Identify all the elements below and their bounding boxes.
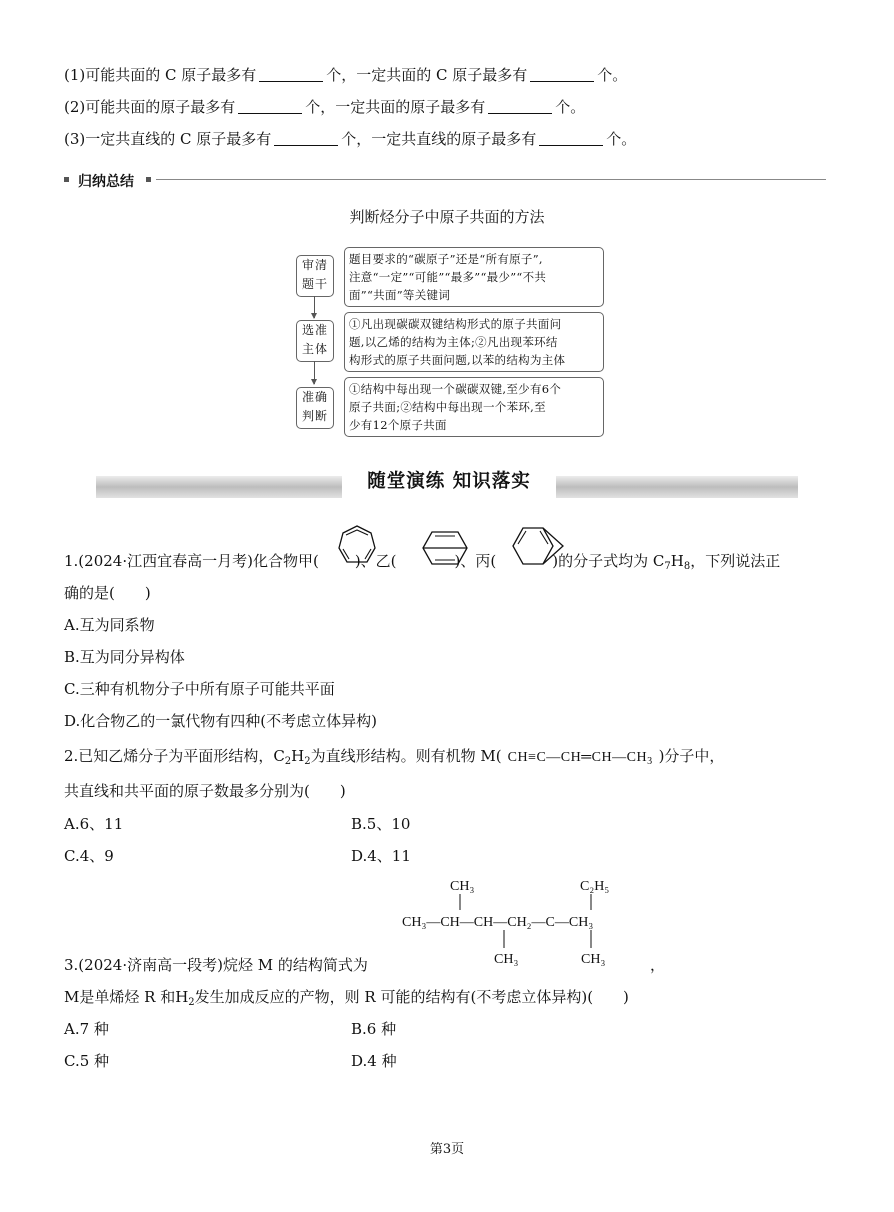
- option-c[interactable]: C.三种有机物分子中所有原子可能共平面: [64, 680, 335, 698]
- summary-header: [64, 172, 826, 188]
- question-text: 个，一定共面的原子最多有: [305, 98, 486, 116]
- step-key-box: [296, 320, 334, 362]
- option-a[interactable]: A.7 种: [64, 1020, 109, 1038]
- molecule-formula: [508, 750, 653, 765]
- divider: [156, 179, 826, 180]
- question-text: 发生加成反应的产物，则 R 可能的结构有(不考虑立体异构)( ): [194, 988, 629, 1006]
- question-text: H: [291, 747, 305, 765]
- option-a[interactable]: A.互为同系物: [64, 616, 155, 634]
- question-text: )分子中，: [658, 747, 725, 765]
- cycloheptatriene-structure-icon: [337, 524, 377, 570]
- fill-question-2: [64, 96, 585, 117]
- question-text: )的分子式均为 C: [552, 552, 665, 570]
- down-arrow-icon: [314, 296, 315, 318]
- step-description: [345, 248, 603, 306]
- substituent-label: CH₃: [450, 879, 475, 894]
- option-d[interactable]: D.化合物乙的一氯代物有四种(不考虑立体异构): [64, 712, 377, 730]
- description-line: 少有12个原子共面: [349, 418, 447, 432]
- question-text: 个。: [555, 98, 586, 116]
- page-number: 第3页: [429, 1142, 465, 1157]
- subscript: 2: [284, 756, 292, 767]
- substituent-label: CH₃: [581, 952, 606, 967]
- description-line: 构形式的原子共面问题,以苯的结构为主体: [349, 353, 566, 367]
- subscript: 8: [683, 561, 691, 572]
- subscript: 2: [304, 756, 311, 767]
- bullet-square-icon: [146, 177, 151, 182]
- substituent-label: C₂H₅: [580, 879, 610, 894]
- alkane-structure-diagram: [400, 874, 650, 970]
- formula-text: CH≡C—CH═CH—CH: [507, 750, 648, 765]
- question-text: )、乙(: [354, 552, 397, 570]
- answer-blank[interactable]: [259, 67, 323, 82]
- summary-label: 归纳总结: [78, 174, 134, 190]
- question-text: 为直线形结构。则有机物 M(: [310, 747, 502, 765]
- option-b[interactable]: B.互为同分异构体: [64, 648, 185, 666]
- question-text: M是单烯烃 R 和H: [64, 988, 189, 1006]
- description-line: 面”“共面”等关键词: [349, 288, 451, 302]
- question-text: (1)可能共面的 C 原子最多有: [64, 66, 257, 84]
- question-text: ，: [650, 956, 666, 974]
- question-text: 个。: [597, 66, 628, 84]
- diagram-title: 判断烃分子中原子共面的方法: [349, 208, 545, 226]
- description-line: 题,以乙烯的结构为主体;②凡出现苯环结: [349, 335, 558, 349]
- step-key-line: 主体: [301, 342, 328, 356]
- bicyclic-structure-icon: [509, 522, 565, 570]
- answer-blank[interactable]: [488, 99, 552, 114]
- question-1-stem-line2: 确的是( ): [64, 584, 151, 602]
- question-text: 个，一定共面的 C 原子最多有: [326, 66, 528, 84]
- step-key-line: 审清: [301, 258, 328, 272]
- step-description-box: [344, 377, 604, 437]
- step-description: [345, 313, 603, 371]
- question-2-stem: [64, 745, 724, 767]
- question-text: 个，一定共直线的原子最多有: [341, 130, 537, 148]
- bullet-square-icon: [64, 177, 69, 182]
- step-key-box: [296, 255, 334, 297]
- step-key-line: 准确: [301, 390, 328, 404]
- down-arrow-icon: [314, 361, 315, 384]
- question-text: ，下列说法正: [690, 552, 781, 570]
- substituent-label: CH₃: [494, 952, 519, 967]
- step-description-box: [344, 312, 604, 372]
- fill-question-3: [64, 128, 636, 149]
- question-text: 2.已知乙烯分子为平面形结构，C: [64, 747, 285, 765]
- option-b[interactable]: B.6 种: [351, 1020, 397, 1038]
- subscript: 3: [647, 756, 653, 767]
- answer-blank[interactable]: [238, 99, 302, 114]
- step-description: [345, 378, 603, 436]
- question-3-stem-line2: [64, 986, 629, 1008]
- option-b[interactable]: B.5、10: [351, 815, 411, 833]
- step-key-box: [296, 387, 334, 429]
- description-line: 题目要求的“碳原子”还是“所有原子”,: [349, 252, 543, 266]
- section-banner: [96, 472, 798, 502]
- banner-title: 随堂演练 知识落实: [367, 471, 531, 492]
- main-chain-label: CH₃—CH—CH—CH₂—C—CH₃: [402, 915, 594, 930]
- subscript: 7: [664, 561, 671, 572]
- option-d[interactable]: D.4、11: [351, 847, 411, 865]
- step-key-line: 题干: [301, 277, 328, 291]
- description-line: 注意“一定”“可能”“最多”“最少”“不共: [349, 270, 547, 284]
- description-line: ①结构中每出现一个碳碳双键,至少有6个: [349, 382, 562, 396]
- question-text: (3)一定共直线的 C 原子最多有: [64, 130, 272, 148]
- answer-blank[interactable]: [539, 131, 603, 146]
- step-key-line: 选准: [301, 323, 328, 337]
- subscript: 2: [188, 997, 195, 1008]
- step-key-line: 判断: [301, 409, 328, 423]
- fill-question-1: [64, 64, 627, 85]
- answer-blank[interactable]: [530, 67, 594, 82]
- question-3-stem: 3.(2024·济南高一段考)烷烃 M 的结构简式为: [64, 956, 368, 974]
- answer-blank[interactable]: [274, 131, 338, 146]
- question-text: (2)可能共面的原子最多有: [64, 98, 236, 116]
- option-d[interactable]: D.4 种: [351, 1052, 397, 1070]
- step-description-box: [344, 247, 604, 307]
- question-text: 个。: [606, 130, 637, 148]
- norbornadiene-structure-icon: [419, 526, 471, 570]
- option-a[interactable]: A.6、11: [64, 815, 124, 833]
- description-line: 原子共面;②结构中每出现一个苯环,至: [349, 400, 546, 414]
- question-2-stem-line2: 共直线和共平面的原子数最多分别为( ): [64, 782, 346, 800]
- description-line: ①凡出现碳碳双键结构形式的原子共面问: [349, 317, 562, 331]
- option-c[interactable]: C.4、9: [64, 847, 114, 865]
- question-text: H: [670, 552, 684, 570]
- question-text: 1.(2024·江西宜春高一月考)化合物甲(: [64, 552, 319, 570]
- question-text: )、丙(: [454, 552, 497, 570]
- option-c[interactable]: C.5 种: [64, 1052, 110, 1070]
